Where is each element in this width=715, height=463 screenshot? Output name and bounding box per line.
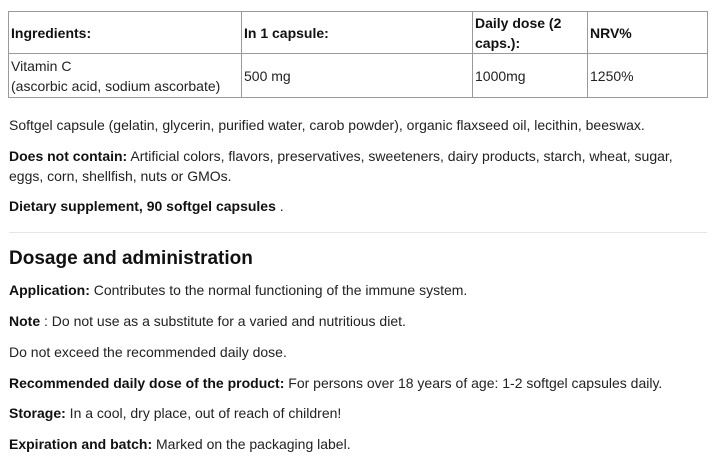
ingredients-table xyxy=(8,11,708,98)
recommended-paragraph xyxy=(9,373,709,393)
storage-text: In a cool, dry place, out of reach of children! xyxy=(65,405,342,421)
application-label: Application: xyxy=(9,282,90,298)
header-daily-dose: Daily dose (2 caps.): xyxy=(473,12,588,54)
supplement-text: . xyxy=(275,198,284,214)
note-text: : Do not use as a substitute for a varied and nutritious diet. xyxy=(40,313,406,329)
does-not-contain-paragraph xyxy=(9,146,709,186)
ingredient-forms: (ascorbic acid, sodium ascorbate) xyxy=(11,77,221,94)
does-not-contain-label: Does not contain: xyxy=(9,148,128,164)
header-nrv: NRV% xyxy=(588,12,708,54)
per-capsule-value: 500 mg xyxy=(242,54,473,98)
does-not-contain-text: Artificial colors, flavors, preservatives, sweeteners, dairy products, starch, wheat, sugar, eggs, corn, shellfish, nuts or GMOs. xyxy=(9,148,673,184)
table-row xyxy=(9,54,708,98)
ingredient-name: Vitamin C xyxy=(11,57,72,74)
header-per-capsule: In 1 capsule: xyxy=(242,12,473,54)
expiration-paragraph xyxy=(9,434,709,454)
section-title: Dosage and administration xyxy=(9,248,253,269)
supplement-label: Dietary supplement, 90 softgel capsules xyxy=(9,198,276,214)
recommended-text: For persons over 18 years of age: 1-2 softgel capsules daily. xyxy=(284,375,663,391)
expiration-text: Marked on the packaging label. xyxy=(152,436,351,452)
header-ingredients: Ingredients: xyxy=(9,12,242,54)
table-header-row xyxy=(9,12,708,54)
ingredient-name-cell xyxy=(9,54,242,98)
note-label: Note xyxy=(9,313,41,329)
warning-text: Do not exceed the recommended daily dose. xyxy=(9,344,287,360)
expiration-label: Expiration and batch: xyxy=(9,436,153,452)
storage-label: Storage: xyxy=(9,405,66,421)
daily-dose-value: 1000mg xyxy=(473,54,588,98)
storage-paragraph xyxy=(9,403,709,423)
application-text: Contributes to the normal functioning of the immune system. xyxy=(89,282,468,298)
recommended-label: Recommended daily dose of the product: xyxy=(9,375,285,391)
supplement-paragraph xyxy=(9,196,709,216)
section-divider xyxy=(9,232,707,233)
composition-text: Softgel capsule (gelatin, glycerin, purified water, carob powder), organic flaxseed oil, lecithin, beeswax. xyxy=(9,117,645,133)
nrv-value: 1250% xyxy=(588,54,708,98)
application-paragraph xyxy=(9,280,709,300)
note-paragraph xyxy=(9,311,709,331)
